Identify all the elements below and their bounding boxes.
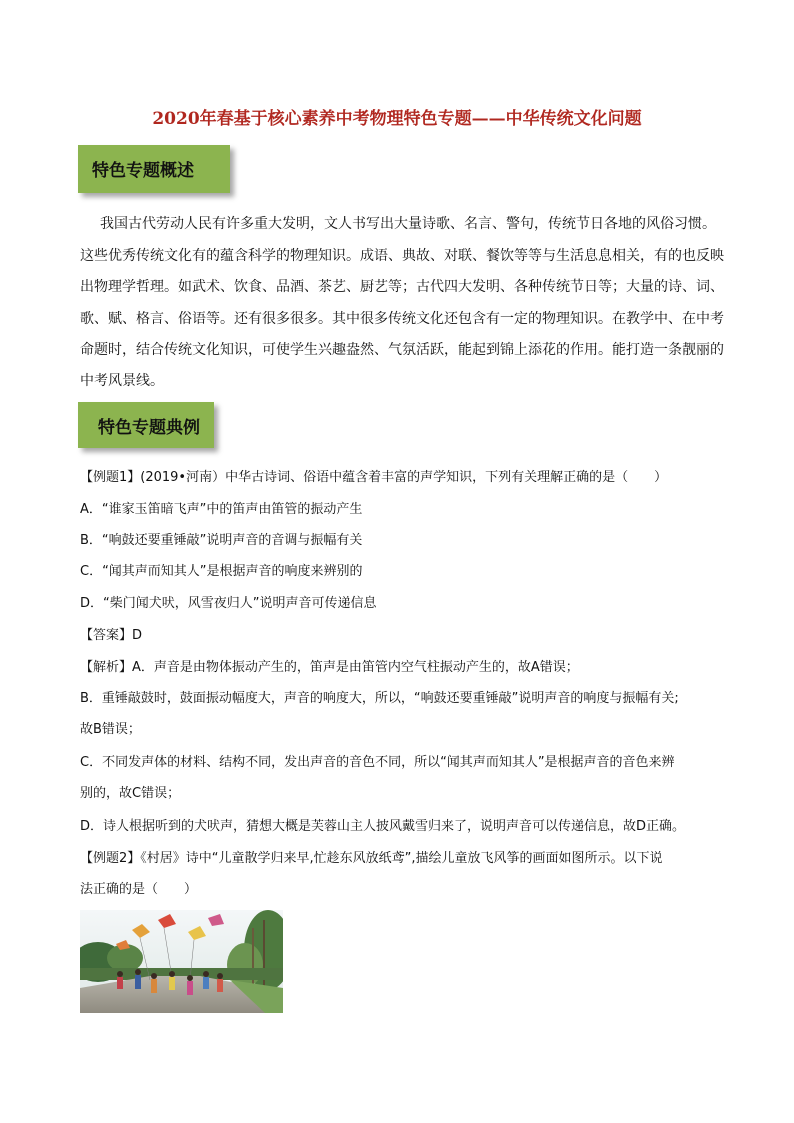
paragraph-line: 歌、赋、格言、俗语等。还有很多很多。其中很多传统文化还包含有一定的物理知识。在教学中、在中考 <box>80 311 724 327</box>
analysis-line: 【解析】A．声音是由物体振动产生的，笛声是由笛管内空气柱振动产生的，故A错误； <box>80 660 579 675</box>
kite-flying-photo <box>80 910 283 1013</box>
paragraph-line: 命题时，结合传统文化知识，可使学生兴趣盎然、气氛活跃，能起到锦上添花的作用。能打造一条靓丽的 <box>80 342 724 358</box>
kite-flying-illustration <box>80 910 283 1013</box>
section-header-overview <box>78 145 230 193</box>
analysis-line: C．不同发声体的材料、结构不同，发出声音的音色不同，所以“闻其声而知其人”是根据声音的音色来辨 <box>80 755 675 770</box>
option-a: A．“谁家玉笛暗飞声”中的笛声由笛管的振动产生 <box>80 502 363 517</box>
option-d: D．“柴门闻犬吠，风雪夜归人”说明声音可传递信息 <box>80 596 377 611</box>
analysis-line: 故B错误； <box>80 722 141 737</box>
section-header-examples <box>78 402 214 448</box>
question-text: 【例题1】(2019•河南）中华古诗词、俗语中蕴含着丰富的声学知识，下列有关理解正确的是（ ） <box>80 470 668 485</box>
section-header-label: 特色专题典例 <box>98 418 200 438</box>
question-text: 【例题2】《村居》诗中“儿童散学归来早,忙趁东风放纸鸢”,描绘儿童放飞风筝的画面如图所示。以下说 <box>80 851 663 866</box>
option-c: C．“闻其声而知其人”是根据声音的响度来辨别的 <box>80 564 363 579</box>
paragraph-line: 出物理学哲理。如武术、饮食、品酒、茶艺、厨艺等；古代四大发明、各种传统节日等；大量的诗、词、 <box>80 279 724 295</box>
question-text: 法正确的是（ ） <box>80 882 198 897</box>
answer-text: 【答案】D <box>80 628 143 643</box>
analysis-line: B．重锤敲鼓时，鼓面振动幅度大，声音的响度大，所以，“响鼓还要重锤敲”说明声音的响度与振幅有关; <box>80 691 679 706</box>
paragraph-line: 这些优秀传统文化有的蕴含科学的物理知识。成语、典故、对联、餐饮等等与生活息息相关，有的也反映 <box>80 248 724 264</box>
paragraph-line: 我国古代劳动人民有许多重大发明，文人书写出大量诗歌、名言、警句，传统节日各地的风俗习惯。 <box>100 216 716 232</box>
analysis-line: D．诗人根据听到的犬吠声，猜想大概是芙蓉山主人披风戴雪归来了，说明声音可以传递信息，故D正确。 <box>80 819 686 834</box>
section-header-label: 特色专题概述 <box>92 161 194 181</box>
paragraph-line: 中考风景线。 <box>80 373 164 389</box>
analysis-line: 别的，故C错误； <box>80 786 181 801</box>
page-title: 2020年春基于核心素养中考物理特色专题——中华传统文化问题 <box>152 109 642 129</box>
option-b: B．“响鼓还要重锤敲”说明声音的音调与振幅有关 <box>80 533 363 548</box>
